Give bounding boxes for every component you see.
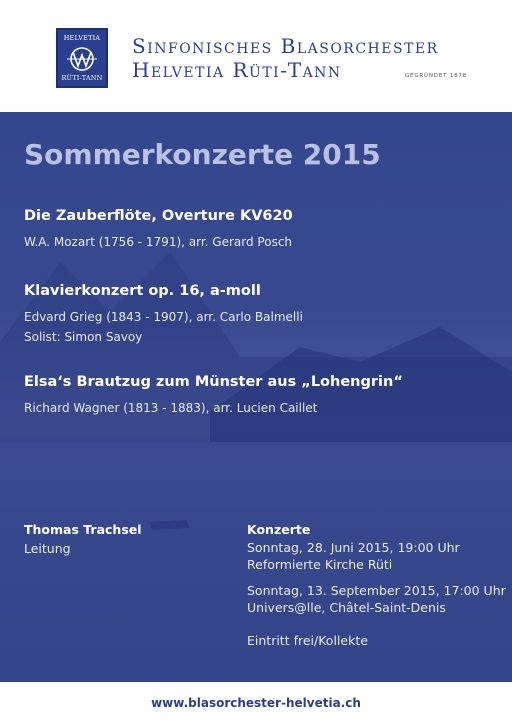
piece-soloist: Solist: Simon Savoy — [24, 330, 143, 344]
orchestra-crest-icon — [64, 44, 100, 74]
piece-title: Klavierkonzert op. 16, a-moll — [24, 283, 261, 299]
admission-note: Eintritt frei/Kollekte — [247, 633, 368, 648]
concert-venue: Reformierte Kirche Rüti — [247, 557, 393, 572]
concert-venue: Univers@lle, Châtel-Saint-Denis — [247, 600, 446, 615]
poster-title: Sommerkonzerte 2015 — [24, 138, 381, 171]
piece-composer: Richard Wagner (1813 - 1883), arr. Lucien Caillet — [24, 401, 318, 415]
concert-date: Sonntag, 28. Juni 2015, 19:00 Uhr — [247, 540, 460, 555]
concert-date: Sonntag, 13. September 2015, 17:00 Uhr — [247, 583, 506, 598]
logo-top-text: HELVETIA — [63, 34, 101, 42]
founded-note: GEGRÜNDET 1878 — [405, 73, 467, 79]
conductor-name: Thomas Trachsel — [24, 522, 142, 537]
header — [0, 0, 512, 112]
poster-panel — [0, 112, 512, 682]
logo-bottom-text: RÜTI-TANN — [61, 74, 103, 82]
piece-composer: W.A. Mozart (1756 - 1791), arr. Gerard Posch — [24, 235, 293, 249]
piece-composer: Edvard Grieg (1843 - 1907), arr. Carlo Balmelli — [24, 310, 303, 324]
footer — [0, 682, 512, 726]
orchestra-name-line2: Helvetia Rüti-Tann — [132, 58, 342, 82]
piece-title: Elsa‘s Brautzug zum Münster aus „Lohengrin“ — [24, 374, 403, 390]
website-link[interactable]: www.blasorchester-helvetia.ch — [151, 696, 361, 710]
orchestra-logo — [56, 28, 108, 88]
orchestra-name-line1: Sinfonisches Blasorchester — [132, 34, 439, 58]
conductor-role: Leitung — [24, 541, 71, 556]
piece-title: Die Zauberflöte, Overture KV620 — [24, 208, 293, 224]
concerts-heading: Konzerte — [247, 522, 311, 537]
